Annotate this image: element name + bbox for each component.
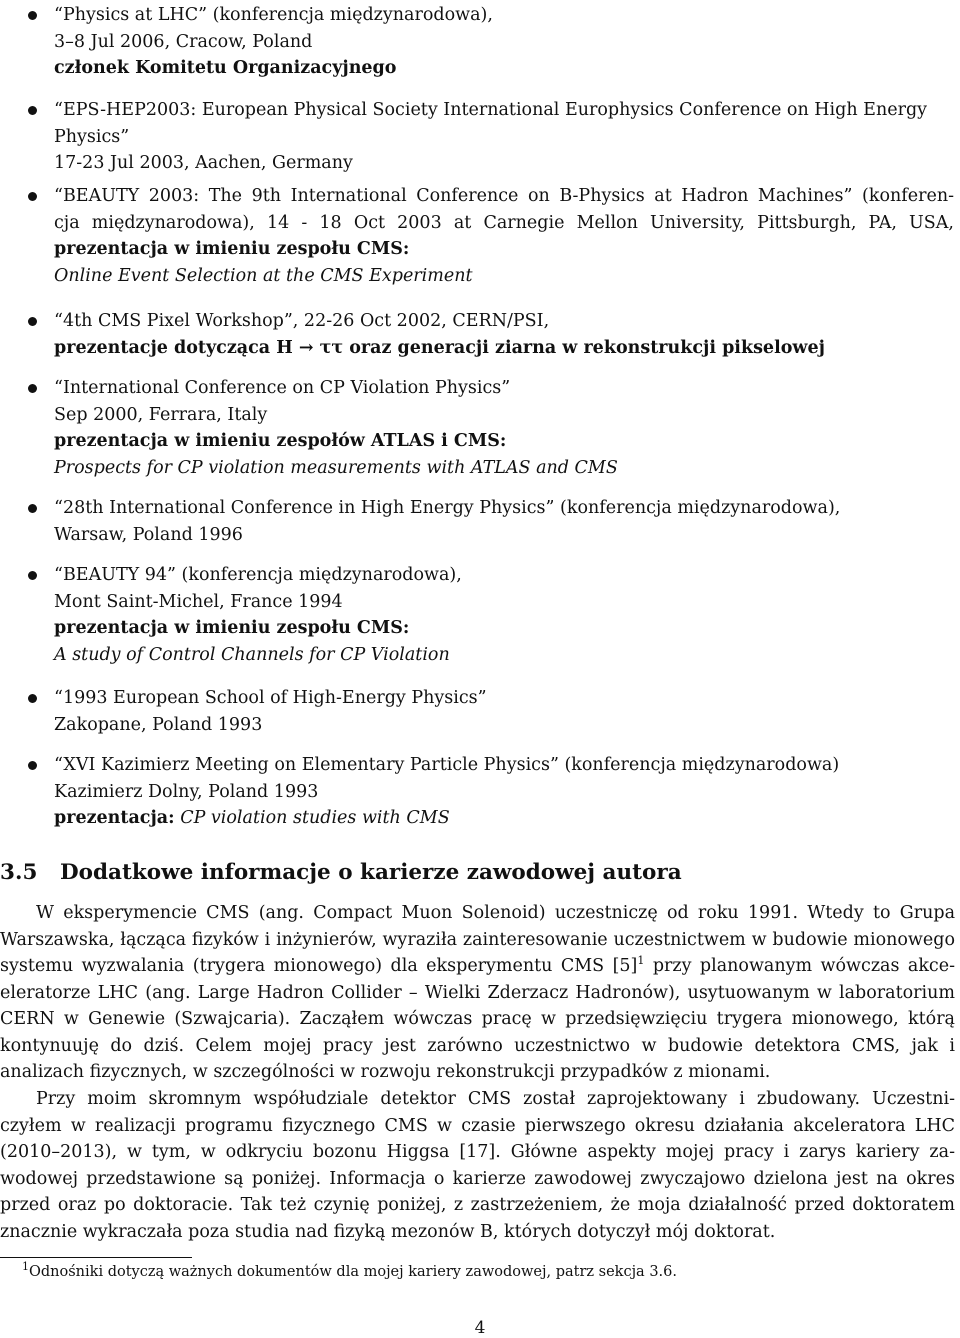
paragraph-line: (2010–2013), w tym, w odkryciu bozonu Higgsa [17]. Główne aspekty mojej pracy i zarys kariery za- (0, 1142, 955, 1162)
conference-lines (54, 752, 954, 832)
conference-line: “BEAUTY 2003: The 9th International Conference on B-Physics at Hadron Machines” (konferen- (54, 186, 954, 206)
paragraph-line: CERN w Genewie (Szwajcaria). Zacząłem wówczas pracę w przedsięwzięciu trygera mionowego, którą (0, 1009, 955, 1029)
conference-line: “BEAUTY 94” (konferencja międzynarodowa), (54, 565, 462, 585)
conference-line: “International Conference on CP Violation Physics” (54, 378, 511, 398)
paragraph-line: przed oraz po doktoracie. Tak też czynię poniżej, z zastrzeżeniem, że moja działalność przed doktoratem (0, 1195, 955, 1215)
paragraph-line: eleratorze LHC (ang. Large Hadron Collider – Wielki Zderzacz Hadronów), usytuowanym w laboratorium (0, 982, 955, 1003)
paragraph-career-2 (0, 1086, 955, 1245)
conference-line: Mont Saint-Michel, France 1994 (54, 591, 343, 612)
paragraph-line-text: przy planowanym wówczas akce- (644, 956, 955, 976)
conference-line: 3–8 Jul 2006, Cracow, Poland (54, 31, 313, 52)
section-number: 3.5 (0, 860, 38, 885)
footnote-rule (0, 1257, 192, 1258)
bullet-icon (28, 504, 37, 513)
section-title: Dodatkowe informacje o karierze zawodowej autora (60, 860, 682, 885)
conference-line: “1993 European School of High-Energy Physics” (54, 688, 487, 708)
page-number: 4 (474, 1318, 486, 1338)
paragraph-line: Warszawska, łącząca fizyków i inżynierów, wyraziła zainteresowanie uczestnictwem w budowie mionowego (0, 929, 955, 950)
paragraph-career-1 (0, 900, 955, 1086)
bullet-icon (28, 192, 37, 201)
conference-line: “Physics at LHC” (konferencja międzynarodowa), (54, 5, 493, 25)
conference-line: Warsaw, Poland 1996 (54, 524, 243, 545)
bullet-icon (28, 384, 37, 393)
paragraph-line-text: systemu wyzwalania (trygera mionowego) dla eksperymentu CMS [5] (0, 956, 638, 976)
conference-lines (54, 97, 954, 177)
conference-line: “4th CMS Pixel Workshop”, 22-26 Oct 2002, CERN/PSI, (54, 311, 550, 331)
conference-line: cja międzynarodowa), 14 - 18 Oct 2003 at Carnegie Mellon University, Pittsburgh, PA, USA, (54, 212, 954, 233)
bullet-icon (28, 761, 37, 770)
paragraph-line: W eksperymencie CMS (ang. Compact Muon Solenoid) uczestniczę od roku 1991. Wtedy to Grupa (36, 903, 955, 923)
conference-line: prezentacja w imieniu zespołów ATLAS i CMS: (54, 431, 507, 452)
bullet-icon (28, 317, 37, 326)
presentation-label: prezentacja: (54, 808, 175, 829)
footnote-ref[interactable]: 1 (637, 954, 645, 968)
conference-line: prezentacja w imieniu zespołu CMS: (54, 618, 410, 639)
bullet-icon (28, 694, 37, 703)
paragraph-line (0, 953, 955, 980)
footnote-text: Odnośniki dotyczą ważnych dokumentów dla mojej kariery zawodowej, patrz sekcja 3.6. (29, 1264, 677, 1280)
conference-line: Physics” (54, 126, 130, 147)
conference-lines (54, 685, 954, 738)
paragraph-line: Przy moim skromnym współudziale detektor CMS został zaprojektowany i zbudowany. Uczestni- (36, 1089, 955, 1109)
conference-lines (54, 2, 954, 82)
conference-line (54, 805, 954, 832)
paragraph-line: czyłem w realizacji programu fizycznego CMS w czasie pierwszego okresu działania akceleratora LHC (0, 1115, 955, 1136)
conference-line: Kazimierz Dolny, Poland 1993 (54, 781, 319, 802)
section-heading (0, 858, 682, 888)
conference-line: prezentacja w imieniu zespołu CMS: (54, 239, 410, 260)
conference-lines (54, 495, 954, 548)
bullet-icon (28, 106, 37, 115)
conference-line: Sep 2000, Ferrara, Italy (54, 404, 268, 425)
conference-line: Zakopane, Poland 1993 (54, 714, 263, 735)
conference-line: prezentacje dotycząca H → ττ oraz generacji ziarna w rekonstrukcji pikselowej (54, 337, 825, 358)
conference-lines (54, 183, 954, 290)
conference-line: Prospects for CP violation measurements with ATLAS and CMS (54, 458, 618, 479)
paragraph-line: analizach fizycznych, w szczególności w rozwoju rekonstrukcji przypadków z mionami. (0, 1062, 771, 1082)
conference-line: “XVI Kazimierz Meeting on Elementary Particle Physics” (konferencja międzynarodowa) (54, 755, 840, 775)
bullet-icon (28, 11, 37, 20)
conference-lines (54, 562, 954, 669)
conference-line: “28th International Conference in High Energy Physics” (konferencja międzynarodowa), (54, 498, 841, 518)
conference-lines (54, 375, 954, 482)
footnote (22, 1262, 677, 1282)
bullet-icon (28, 571, 37, 580)
paragraph-line: znacznie wykraczała poza studia nad fizyką mezonów B, których dotyczył mój doktorat. (0, 1221, 776, 1242)
presentation-title: CP violation studies with CMS (180, 808, 450, 829)
conference-line: A study of Control Channels for CP Violation (54, 645, 450, 666)
paragraph-line: wodowej przedstawione są poniżej. Informacja o karierze zawodowej zwyczajowo dzielona jest na okres (0, 1168, 955, 1189)
conference-line: 17-23 Jul 2003, Aachen, Germany (54, 153, 353, 174)
footnote-marker: 1 (22, 1260, 29, 1274)
paragraph-line: kontynuuję do dziś. Celem mojej pracy jest zarówno uczestnictwo w budowie detektora CMS, jak i (0, 1035, 955, 1056)
conference-line: członek Komitetu Organizacyjnego (54, 58, 397, 79)
conference-line: Online Event Selection at the CMS Experiment (54, 266, 473, 287)
conference-line: “EPS-HEP2003: European Physical Society International Europhysics Conference on High Energy (54, 100, 928, 120)
conference-lines (54, 308, 954, 361)
